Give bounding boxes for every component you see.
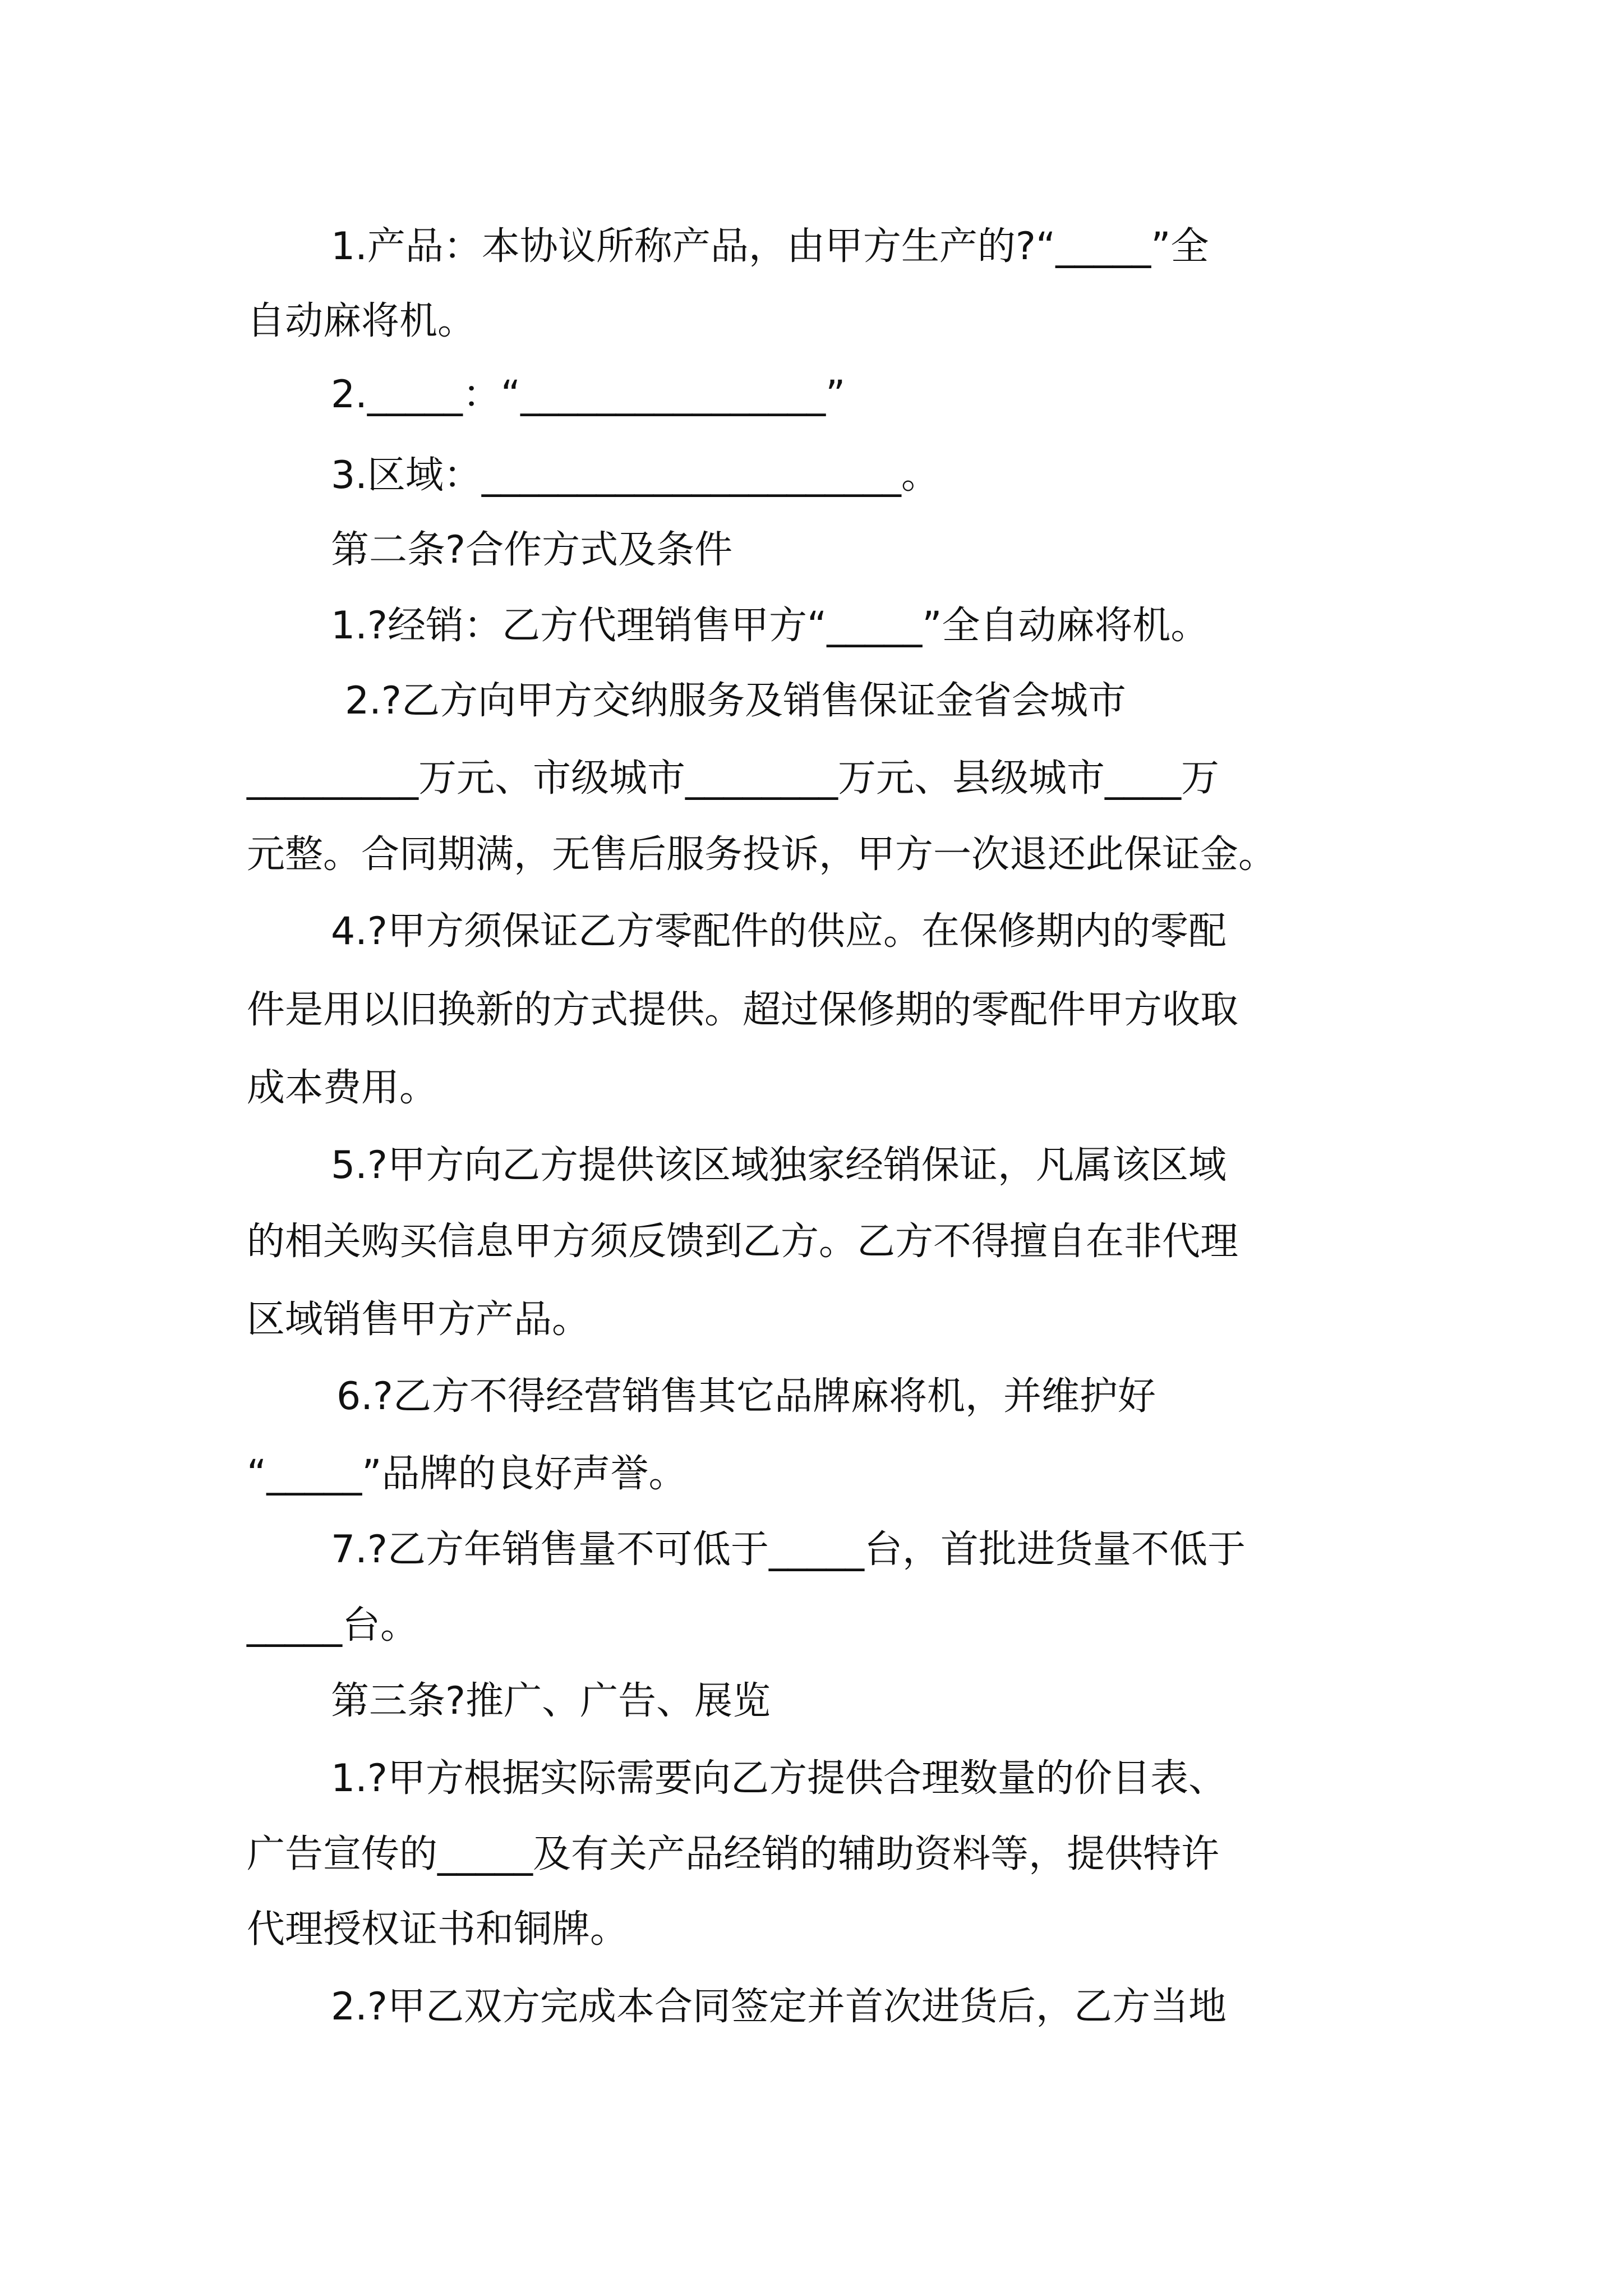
text-line-21: 1.?甲方根据实际需要向乙方提供合理数量的价目表、 [331,1756,1227,1801]
text-line-1: 1.产品：本协议所称产品，由甲方生产的?“_____”全 [331,224,1209,269]
text-line-11: 件是用以旧换新的方式提供。超过保修期的零配件甲方收取 [247,988,1239,1032]
text-line-8: _________万元、市级城市________万元、县级城市____万 [247,756,1220,800]
text-line-24: 2.?甲乙双方完成本合同签定并首次进货后，乙方当地 [331,1985,1227,2029]
section-heading-2: 第二条?合作方式及条件 [331,528,733,572]
text-line-9: 元整。合同期满，无售后服务投诉，甲方一次退还此保证金。 [247,832,1277,877]
text-line-6: 1.?经销：乙方代理销售甲方“_____”全自动麻将机。 [331,604,1209,648]
text-line-14: 的相关购买信息甲方须反馈到乙方。乙方不得擅自在非代理 [247,1220,1239,1264]
text-line-23: 代理授权证书和铜牌。 [247,1907,629,1952]
text-line-7: 2.?乙方向甲方交纳服务及销售保证金省会城市 [345,679,1126,723]
text-line-18: 7.?乙方年销售量不可低于_____台，首批进货量不低于 [331,1527,1246,1572]
text-line-10: 4.?甲方须保证乙方零配件的供应。在保修期内的零配 [331,909,1227,954]
text-line-17: “_____”品牌的良好声誉。 [247,1452,687,1496]
text-line-22: 广告宣传的_____及有关产品经销的辅助资料等，提供特许 [247,1832,1220,1876]
text-line-4: 3.区域：______________________。 [331,453,939,498]
text-line-15: 区域销售甲方产品。 [247,1297,591,1342]
text-line-16: 6.?乙方不得经营销售其它品牌麻将机，并维护好 [336,1374,1156,1419]
section-heading-3: 第三条?推广、广告、展览 [331,1679,771,1723]
text-line-19: _____台。 [247,1603,419,1648]
text-line-12: 成本费用。 [247,1066,438,1110]
text-line-13: 5.?甲方向乙方提供该区域独家经销保证，凡属该区域 [331,1143,1227,1188]
text-line-2: 自动麻将机。 [247,299,476,343]
text-line-3: 2._____：“________________” [331,372,846,417]
